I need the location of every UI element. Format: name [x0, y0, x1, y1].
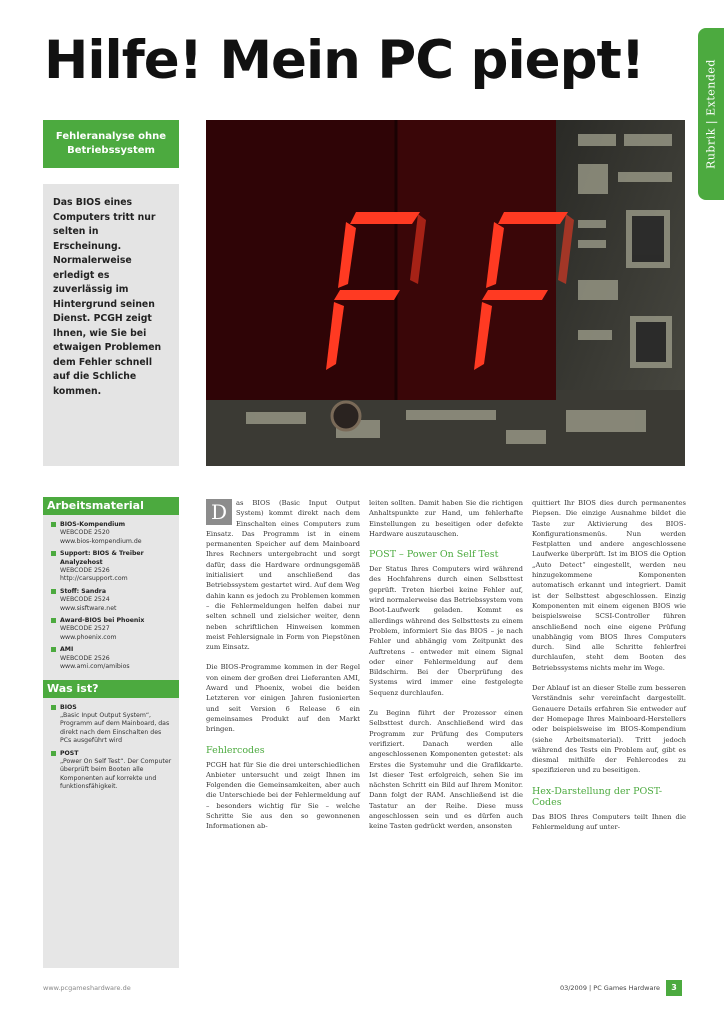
list-item: BIOS-Kompendium WEBCODE 2520 www.bios-kompendium.de	[51, 521, 173, 546]
body-column-3	[532, 498, 686, 842]
arbeitsmaterial-heading: Arbeitsmaterial	[43, 497, 179, 515]
arbeitsmaterial-list	[43, 515, 179, 680]
teaser-heading: Fehleranalyse ohne Betriebssystem	[43, 120, 179, 168]
bullet-icon	[51, 551, 56, 556]
seven-segment-display-photo	[206, 120, 685, 466]
body-paragraph: D as BIOS (Basic Input Output System) kommt direkt nach dem Einschalten eines Computers zum Einsatz. Das Programm ist in einem permanenten Speicher auf dem Mainboard Ihres Rechners untergebracht und sorgt dafür, dass die Hardware ordnungsgemäß initialisiert und anschließend das Betriebssystem gestartet wird. Auf dem Weg dahin kann es jedoch zu Problemen kommen – die Fehlermeldungen helfen dabei nur selten schnell und zielsicher weiter, denn neben schriftlichen Hinweisen kommen meist Fehlersignale in Form von Piepstönen zum Einsatz.	[206, 499, 360, 652]
footer-publication	[560, 980, 682, 996]
body-paragraph: Der Status Ihres Computers wird während des Hochfahrens durch einen Selbsttest geprüft. Treten hierbei keine Fehler auf, wird normalerweise das Betriebssystem vom Boot-Laufwerk geladen. Kommt es allerdings während des Selbsttests zu einem Problem, informiert Sie das BIOS – je nach Fehler und abhängig vom Zeitpunkt des Auftretens – entweder mit einem Signal oder einer Fehlermeldung auf dem Bildschirm. Bei der Überprüfung des Systems wird immer eine festgelegte Sequenz durchlaufen.	[369, 565, 523, 697]
list-item: Award-BIOS bei Phoenix WEBCODE 2527 www.phoenix.com	[51, 617, 173, 642]
list-item: Support: BIOS & Treiber Analyzehost WEBCODE 2526 http://carsupport.com	[51, 550, 173, 584]
body-paragraph: quittiert Ihr BIOS dies durch permanentes Piepsen. Die einzige Ausnahme bildet die Taste zur Aktivierung des BIOS-Konfigurationsmenüs. Nun werden Festplatten und andere angeschlossene Laufwerke überprüft. Ist im BIOS die Option „Auto Detect“ eingestellt, werden neu hinzugekommene Komponenten automatisch erkannt und integriert. Damit ist der Selbsttest abgeschlossen. Einzig Komponenten mit einem eigenen BIOS wie beispielsweise SCSI-Controller führen anschließend noch eine eigene Prüfung unabhängig vom BIOS Ihres Computers durch. Sind alle Schritte fehlerfrei durchlaufen, steht dem Booten des Betriebssystems nichts mehr im Wege.	[532, 499, 686, 672]
dropcap: D	[206, 499, 232, 525]
list-item: BIOS „Basic Input Output System“, Programm auf dem Mainboard, das direkt nach dem Einschalten des PCs ausgeführt wird	[51, 704, 173, 746]
list-item: AMI WEBCODE 2526 www.ami.com/amibios	[51, 646, 173, 671]
wasist-list	[43, 698, 179, 800]
body-paragraph: leiten sollten. Damit haben Sie die richtigen Anhaltspunkte zur Hand, um fehlerhafte Einstellungen zu beseitigen oder defekte Hardware auszutauschen.	[369, 499, 523, 538]
body-paragraph: Das BIOS Ihres Computers teilt Ihnen die Fehlermeldung auf unter-	[532, 812, 686, 832]
bullet-icon	[51, 618, 56, 623]
footer-url[interactable]: www.pcgameshardware.de	[43, 984, 131, 992]
publication-label: 03/2009 | PC Games Hardware	[559, 984, 660, 992]
article-photo	[206, 120, 685, 466]
bullet-icon	[51, 522, 56, 527]
list-item: POST „Power On Self Test“. Der Computer überprüft beim Booten alle Komponenten auf korrekte und funktionsfähigkeit.	[51, 750, 173, 792]
rubrik-tab	[698, 28, 724, 200]
section-heading: POST – Power On Self Test	[369, 549, 499, 561]
body-paragraph: Die BIOS-Programme kommen in der Regel von einem der großen drei Lieferanten AMI, Award und Phoenix, wobei die beiden Letzteren vor einigen Jahren fusionierten und seit Version 6 Release 6 ein gemeinsames Produkt auf den Markt bringen.	[206, 663, 360, 734]
teaser-text: Das BIOS eines Computers tritt nur selten in Erscheinung. Normalerweise erledigt es zuverlässig im Hintergrund seinen Dienst. PCGH zeigt Ihnen, wie Sie bei etwaigen Problemen dem Fehler schnell auf die Schliche kommen.	[43, 184, 179, 466]
bullet-icon	[51, 589, 56, 594]
rubrik-label: Rubrik | Extended	[704, 59, 718, 169]
bullet-icon	[51, 647, 56, 652]
body-paragraph: Zu Beginn führt der Prozessor einen Selbsttest durch. Anschließend wird das Programm zur Prüfung des Computers verifiziert. Danach werden alle angeschlossenen Komponenten getestet: als Erstes die Systemuhr und die Grafikkarte. Ist dieser Test erfolgreich, sehen Sie im nächsten Schritt ein Bild auf Ihrem Monitor. Dann folgt der RAM. Anschließend ist die Tastatur an der Reihe. Diese muss angeschlossen sein und es dürfen auch keine Tasten gedrückt werden, ansonsten	[369, 709, 523, 831]
body-column-1	[206, 498, 360, 842]
page-number: 3	[666, 980, 682, 996]
info-sidebar	[43, 497, 179, 968]
page-title: Hilfe! Mein PC piept!	[44, 30, 645, 91]
list-item: Stoff: Sandra WEBCODE 2524 www.sisftware.net	[51, 588, 173, 613]
bullet-icon	[51, 751, 56, 756]
bullet-icon	[51, 705, 56, 710]
section-heading: Hex-Darstellung der POST-Codes	[532, 785, 663, 808]
body-paragraph: PCGH hat für Sie die drei unterschiedlichen Anbieter untersucht und zeigt Ihnen im Folgenden die Gemeinsamkeiten, aber auch die Unterschiede bei der Fehlermeldung auf – besonders wichtig für Sie – welche Schritte Sie aus den so gewonnenen Informationen ab-	[206, 760, 360, 831]
wasist-heading: Was ist?	[43, 680, 179, 698]
section-heading: Fehlercodes	[206, 744, 265, 756]
body-paragraph: Der Ablauf ist an dieser Stelle zum besseren Verständnis sehr vereinfacht dargestellt. Genauere Details erfahren Sie entweder auf der Homepage Ihres Mainboard-Herstellers oder beispielsweise im BIOS-Kompendium (siehe Arbeitsmaterial). Tritt jedoch während des Tests ein Problem auf, gibt es diesmal mithilfe der Fehlercodes zu spezifizieren und zu beseitigen.	[532, 684, 686, 775]
body-column-2	[369, 498, 523, 842]
